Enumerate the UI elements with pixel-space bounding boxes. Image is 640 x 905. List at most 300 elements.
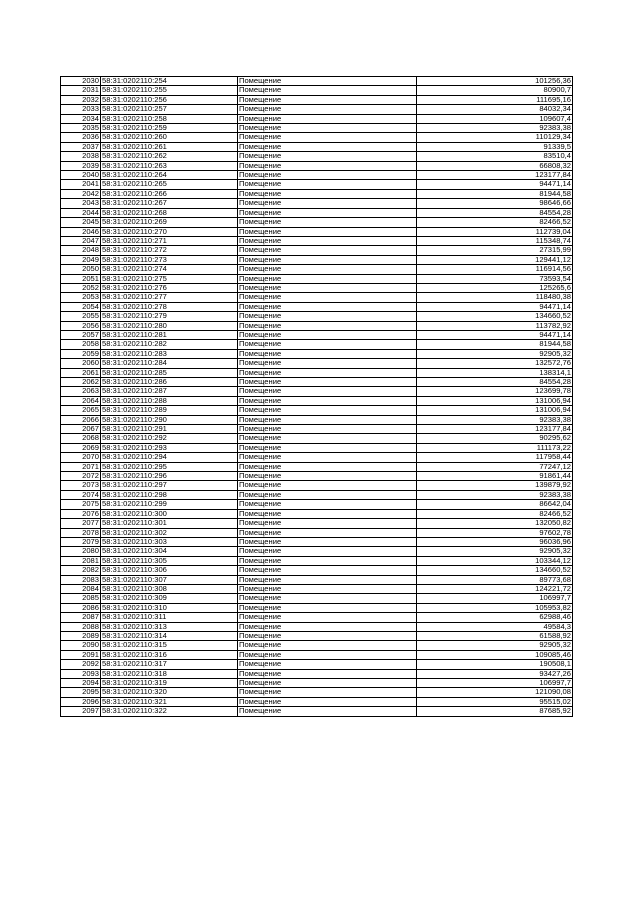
object-type-cell: Помещение [238, 537, 417, 546]
cadastral-number-cell: 58:31:0202110:293 [101, 443, 238, 452]
table-row [61, 321, 573, 330]
value-cell: 49584,3 [417, 622, 573, 631]
value-cell: 110129,34 [417, 133, 573, 142]
object-type-cell: Помещение [238, 669, 417, 678]
object-type-cell: Помещение [238, 293, 417, 302]
row-number-cell: 2097 [61, 707, 101, 716]
row-number-cell: 2034 [61, 114, 101, 123]
table-row [61, 434, 573, 443]
cadastral-number-cell: 58:31:0202110:309 [101, 594, 238, 603]
row-number-cell: 2052 [61, 283, 101, 292]
object-type-cell: Помещение [238, 631, 417, 640]
table-row [61, 519, 573, 528]
cadastral-number-cell: 58:31:0202110:304 [101, 547, 238, 556]
value-cell: 92383,38 [417, 415, 573, 424]
cadastral-number-cell: 58:31:0202110:281 [101, 330, 238, 339]
object-type-cell: Помещение [238, 255, 417, 264]
table-row [61, 415, 573, 424]
value-cell: 115348,74 [417, 236, 573, 245]
table-row [61, 462, 573, 471]
cadastral-number-cell: 58:31:0202110:266 [101, 189, 238, 198]
object-type-cell: Помещение [238, 603, 417, 612]
table-row [61, 161, 573, 170]
row-number-cell: 2067 [61, 425, 101, 434]
table-row [61, 218, 573, 227]
value-cell: 106997,7 [417, 679, 573, 688]
value-cell: 61588,92 [417, 631, 573, 640]
table-row [61, 330, 573, 339]
row-number-cell: 2058 [61, 340, 101, 349]
value-cell: 96036,96 [417, 537, 573, 546]
table-row [61, 359, 573, 368]
row-number-cell: 2096 [61, 697, 101, 706]
row-number-cell: 2049 [61, 255, 101, 264]
row-number-cell: 2074 [61, 490, 101, 499]
row-number-cell: 2047 [61, 236, 101, 245]
cadastral-number-cell: 58:31:0202110:298 [101, 490, 238, 499]
cadastral-number-cell: 58:31:0202110:262 [101, 152, 238, 161]
table-row [61, 274, 573, 283]
value-cell: 129441,12 [417, 255, 573, 264]
cadastral-number-cell: 58:31:0202110:321 [101, 697, 238, 706]
cadastral-number-cell: 58:31:0202110:280 [101, 321, 238, 330]
row-number-cell: 2073 [61, 481, 101, 490]
object-type-cell: Помещение [238, 688, 417, 697]
row-number-cell: 2056 [61, 321, 101, 330]
cadastral-number-cell: 58:31:0202110:272 [101, 246, 238, 255]
object-type-cell: Помещение [238, 387, 417, 396]
cadastral-number-cell: 58:31:0202110:320 [101, 688, 238, 697]
value-cell: 82466,52 [417, 218, 573, 227]
object-type-cell: Помещение [238, 142, 417, 151]
row-number-cell: 2036 [61, 133, 101, 142]
value-cell: 84554,28 [417, 378, 573, 387]
value-cell: 84554,28 [417, 208, 573, 217]
object-type-cell: Помещение [238, 265, 417, 274]
row-number-cell: 2064 [61, 396, 101, 405]
table-row [61, 443, 573, 452]
row-number-cell: 2093 [61, 669, 101, 678]
object-type-cell: Помещение [238, 443, 417, 452]
object-type-cell: Помещение [238, 349, 417, 358]
object-type-cell: Помещение [238, 707, 417, 716]
row-number-cell: 2038 [61, 152, 101, 161]
object-type-cell: Помещение [238, 406, 417, 415]
row-number-cell: 2051 [61, 274, 101, 283]
cadastral-number-cell: 58:31:0202110:318 [101, 669, 238, 678]
table-row [61, 349, 573, 358]
value-cell: 94471,14 [417, 330, 573, 339]
object-type-cell: Помещение [238, 302, 417, 311]
row-number-cell: 2035 [61, 124, 101, 133]
row-number-cell: 2092 [61, 660, 101, 669]
cadastral-number-cell: 58:31:0202110:284 [101, 359, 238, 368]
cadastral-number-cell: 58:31:0202110:289 [101, 406, 238, 415]
cadastral-number-cell: 58:31:0202110:286 [101, 378, 238, 387]
value-cell: 138314,1 [417, 368, 573, 377]
cadastral-number-cell: 58:31:0202110:296 [101, 472, 238, 481]
table-row [61, 246, 573, 255]
object-type-cell: Помещение [238, 472, 417, 481]
object-type-cell: Помещение [238, 584, 417, 593]
table-row [61, 378, 573, 387]
cadastral-number-cell: 58:31:0202110:258 [101, 114, 238, 123]
value-cell: 123177,84 [417, 171, 573, 180]
table-row [61, 660, 573, 669]
object-type-cell: Помещение [238, 105, 417, 114]
object-type-cell: Помещение [238, 124, 417, 133]
value-cell: 73593,54 [417, 274, 573, 283]
table-row [61, 509, 573, 518]
row-number-cell: 2095 [61, 688, 101, 697]
value-cell: 132572,76 [417, 359, 573, 368]
table-row [61, 613, 573, 622]
value-cell: 97602,78 [417, 528, 573, 537]
row-number-cell: 2040 [61, 171, 101, 180]
object-type-cell: Помещение [238, 453, 417, 462]
row-number-cell: 2083 [61, 575, 101, 584]
object-type-cell: Помещение [238, 490, 417, 499]
row-number-cell: 2061 [61, 368, 101, 377]
cadastral-number-cell: 58:31:0202110:277 [101, 293, 238, 302]
row-number-cell: 2069 [61, 443, 101, 452]
table-row [61, 387, 573, 396]
cadastral-number-cell: 58:31:0202110:299 [101, 500, 238, 509]
table-row [61, 707, 573, 716]
object-type-cell: Помещение [238, 236, 417, 245]
table-row [61, 679, 573, 688]
value-cell: 121090,08 [417, 688, 573, 697]
table-row [61, 236, 573, 245]
value-cell: 91861,44 [417, 472, 573, 481]
value-cell: 111173,22 [417, 443, 573, 452]
table-row [61, 537, 573, 546]
object-type-cell: Помещение [238, 359, 417, 368]
row-number-cell: 2057 [61, 330, 101, 339]
cadastral-number-cell: 58:31:0202110:303 [101, 537, 238, 546]
cadastral-number-cell: 58:31:0202110:305 [101, 556, 238, 565]
value-cell: 92905,32 [417, 641, 573, 650]
row-number-cell: 2082 [61, 566, 101, 575]
value-cell: 103344,12 [417, 556, 573, 565]
cadastral-number-cell: 58:31:0202110:288 [101, 396, 238, 405]
row-number-cell: 2076 [61, 509, 101, 518]
cadastral-number-cell: 58:31:0202110:256 [101, 95, 238, 104]
cadastral-number-cell: 58:31:0202110:307 [101, 575, 238, 584]
table-row [61, 472, 573, 481]
object-type-cell: Помещение [238, 641, 417, 650]
value-cell: 94471,14 [417, 180, 573, 189]
row-number-cell: 2075 [61, 500, 101, 509]
value-cell: 113782,92 [417, 321, 573, 330]
table-row [61, 114, 573, 123]
value-cell: 131006,94 [417, 406, 573, 415]
table-row [61, 396, 573, 405]
table-row [61, 227, 573, 236]
cadastral-number-cell: 58:31:0202110:260 [101, 133, 238, 142]
object-type-cell: Помещение [238, 114, 417, 123]
object-type-cell: Помещение [238, 227, 417, 236]
object-type-cell: Помещение [238, 566, 417, 575]
value-cell: 109085,46 [417, 650, 573, 659]
row-number-cell: 2046 [61, 227, 101, 236]
row-number-cell: 2081 [61, 556, 101, 565]
row-number-cell: 2084 [61, 584, 101, 593]
table-row [61, 603, 573, 612]
table-row [61, 575, 573, 584]
object-type-cell: Помещение [238, 547, 417, 556]
object-type-cell: Помещение [238, 77, 417, 86]
object-type-cell: Помещение [238, 171, 417, 180]
cadastral-number-cell: 58:31:0202110:275 [101, 274, 238, 283]
object-type-cell: Помещение [238, 622, 417, 631]
object-type-cell: Помещение [238, 133, 417, 142]
row-number-cell: 2078 [61, 528, 101, 537]
cadastral-number-cell: 58:31:0202110:270 [101, 227, 238, 236]
object-type-cell: Помещение [238, 660, 417, 669]
cadastral-number-cell: 58:31:0202110:292 [101, 434, 238, 443]
cadastral-number-cell: 58:31:0202110:264 [101, 171, 238, 180]
value-cell: 101256,36 [417, 77, 573, 86]
row-number-cell: 2048 [61, 246, 101, 255]
cadastral-number-cell: 58:31:0202110:263 [101, 161, 238, 170]
row-number-cell: 2053 [61, 293, 101, 302]
row-number-cell: 2089 [61, 631, 101, 640]
object-type-cell: Помещение [238, 218, 417, 227]
row-number-cell: 2070 [61, 453, 101, 462]
object-type-cell: Помещение [238, 199, 417, 208]
value-cell: 95515,02 [417, 697, 573, 706]
table-row [61, 302, 573, 311]
object-type-cell: Помещение [238, 519, 417, 528]
cadastral-number-cell: 58:31:0202110:276 [101, 283, 238, 292]
value-cell: 131006,94 [417, 396, 573, 405]
row-number-cell: 2065 [61, 406, 101, 415]
table-row [61, 340, 573, 349]
table-row [61, 171, 573, 180]
table-row [61, 641, 573, 650]
cadastral-number-cell: 58:31:0202110:268 [101, 208, 238, 217]
cadastral-number-cell: 58:31:0202110:311 [101, 613, 238, 622]
object-type-cell: Помещение [238, 613, 417, 622]
row-number-cell: 2085 [61, 594, 101, 603]
cadastral-number-cell: 58:31:0202110:310 [101, 603, 238, 612]
row-number-cell: 2066 [61, 415, 101, 424]
value-cell: 84032,34 [417, 105, 573, 114]
value-cell: 123699,78 [417, 387, 573, 396]
table-row [61, 199, 573, 208]
cadastral-number-cell: 58:31:0202110:313 [101, 622, 238, 631]
table-row [61, 95, 573, 104]
value-cell: 105953,82 [417, 603, 573, 612]
value-cell: 80900,7 [417, 86, 573, 95]
table-row [61, 124, 573, 133]
table-row [61, 265, 573, 274]
row-number-cell: 2037 [61, 142, 101, 151]
object-type-cell: Помещение [238, 528, 417, 537]
object-type-cell: Помещение [238, 368, 417, 377]
value-cell: 89773,68 [417, 575, 573, 584]
cadastral-number-cell: 58:31:0202110:279 [101, 312, 238, 321]
table-row [61, 283, 573, 292]
row-number-cell: 2050 [61, 265, 101, 274]
object-type-cell: Помещение [238, 283, 417, 292]
object-type-cell: Помещение [238, 434, 417, 443]
table-row [61, 669, 573, 678]
value-cell: 118480,38 [417, 293, 573, 302]
table-row [61, 425, 573, 434]
value-cell: 124221,72 [417, 584, 573, 593]
table-row [61, 584, 573, 593]
value-cell: 91339,5 [417, 142, 573, 151]
table-row [61, 133, 573, 142]
cadastral-number-cell: 58:31:0202110:274 [101, 265, 238, 274]
cadastral-number-cell: 58:31:0202110:294 [101, 453, 238, 462]
cadastral-number-cell: 58:31:0202110:301 [101, 519, 238, 528]
value-cell: 134660,52 [417, 312, 573, 321]
cadastral-number-cell: 58:31:0202110:254 [101, 77, 238, 86]
value-cell: 106997,7 [417, 594, 573, 603]
object-type-cell: Помещение [238, 152, 417, 161]
object-type-cell: Помещение [238, 679, 417, 688]
value-cell: 92905,32 [417, 349, 573, 358]
value-cell: 92905,32 [417, 547, 573, 556]
value-cell: 87685,92 [417, 707, 573, 716]
object-type-cell: Помещение [238, 274, 417, 283]
object-type-cell: Помещение [238, 575, 417, 584]
cadastral-number-cell: 58:31:0202110:259 [101, 124, 238, 133]
table-row [61, 556, 573, 565]
object-type-cell: Помещение [238, 330, 417, 339]
value-cell: 98646,66 [417, 199, 573, 208]
row-number-cell: 2042 [61, 189, 101, 198]
cadastral-number-cell: 58:31:0202110:297 [101, 481, 238, 490]
row-number-cell: 2071 [61, 462, 101, 471]
cadastral-number-cell: 58:31:0202110:291 [101, 425, 238, 434]
cadastral-number-cell: 58:31:0202110:269 [101, 218, 238, 227]
object-type-cell: Помещение [238, 180, 417, 189]
value-cell: 92383,38 [417, 490, 573, 499]
object-type-cell: Помещение [238, 509, 417, 518]
row-number-cell: 2062 [61, 378, 101, 387]
value-cell: 77247,12 [417, 462, 573, 471]
object-type-cell: Помещение [238, 594, 417, 603]
object-type-cell: Помещение [238, 481, 417, 490]
table-row [61, 697, 573, 706]
cadastral-number-cell: 58:31:0202110:316 [101, 650, 238, 659]
object-type-cell: Помещение [238, 86, 417, 95]
object-type-cell: Помещение [238, 161, 417, 170]
table-row [61, 142, 573, 151]
row-number-cell: 2068 [61, 434, 101, 443]
row-number-cell: 2033 [61, 105, 101, 114]
row-number-cell: 2080 [61, 547, 101, 556]
row-number-cell: 2030 [61, 77, 101, 86]
value-cell: 27315,99 [417, 246, 573, 255]
cadastral-number-cell: 58:31:0202110:300 [101, 509, 238, 518]
table-row [61, 152, 573, 161]
table-row [61, 566, 573, 575]
row-number-cell: 2032 [61, 95, 101, 104]
table-row [61, 368, 573, 377]
object-type-cell: Помещение [238, 189, 417, 198]
row-number-cell: 2079 [61, 537, 101, 546]
table-row [61, 255, 573, 264]
object-type-cell: Помещение [238, 396, 417, 405]
object-type-cell: Помещение [238, 650, 417, 659]
value-cell: 62988,46 [417, 613, 573, 622]
cadastral-number-cell: 58:31:0202110:265 [101, 180, 238, 189]
object-type-cell: Помещение [238, 246, 417, 255]
table-row [61, 631, 573, 640]
value-cell: 90295,62 [417, 434, 573, 443]
value-cell: 132050,82 [417, 519, 573, 528]
row-number-cell: 2077 [61, 519, 101, 528]
value-cell: 66808,32 [417, 161, 573, 170]
value-cell: 82466,52 [417, 509, 573, 518]
cadastral-number-cell: 58:31:0202110:319 [101, 679, 238, 688]
object-type-cell: Помещение [238, 321, 417, 330]
table-row [61, 622, 573, 631]
cadastral-number-cell: 58:31:0202110:283 [101, 349, 238, 358]
cadastral-number-cell: 58:31:0202110:306 [101, 566, 238, 575]
table-row [61, 208, 573, 217]
object-type-cell: Помещение [238, 697, 417, 706]
cadastral-number-cell: 58:31:0202110:315 [101, 641, 238, 650]
object-type-cell: Помещение [238, 312, 417, 321]
cadastral-number-cell: 58:31:0202110:261 [101, 142, 238, 151]
table-row [61, 688, 573, 697]
object-type-cell: Помещение [238, 415, 417, 424]
table-row [61, 312, 573, 321]
table-row [61, 180, 573, 189]
cadastral-number-cell: 58:31:0202110:314 [101, 631, 238, 640]
row-number-cell: 2094 [61, 679, 101, 688]
object-type-cell: Помещение [238, 378, 417, 387]
table-row [61, 293, 573, 302]
cadastral-number-cell: 58:31:0202110:273 [101, 255, 238, 264]
value-cell: 92383,38 [417, 124, 573, 133]
table-row [61, 86, 573, 95]
object-type-cell: Помещение [238, 95, 417, 104]
table-row [61, 481, 573, 490]
row-number-cell: 2063 [61, 387, 101, 396]
cadastral-number-cell: 58:31:0202110:257 [101, 105, 238, 114]
table-row [61, 105, 573, 114]
object-type-cell: Помещение [238, 556, 417, 565]
row-number-cell: 2041 [61, 180, 101, 189]
row-number-cell: 2043 [61, 199, 101, 208]
row-number-cell: 2044 [61, 208, 101, 217]
table-row [61, 528, 573, 537]
row-number-cell: 2090 [61, 641, 101, 650]
cadastral-number-cell: 58:31:0202110:317 [101, 660, 238, 669]
table-row [61, 189, 573, 198]
cadastral-number-cell: 58:31:0202110:267 [101, 199, 238, 208]
value-cell: 112739,04 [417, 227, 573, 236]
row-number-cell: 2072 [61, 472, 101, 481]
row-number-cell: 2060 [61, 359, 101, 368]
value-cell: 123177,84 [417, 425, 573, 434]
cadastral-number-cell: 58:31:0202110:278 [101, 302, 238, 311]
value-cell: 93427,26 [417, 669, 573, 678]
row-number-cell: 2031 [61, 86, 101, 95]
cadastral-number-cell: 58:31:0202110:282 [101, 340, 238, 349]
object-type-cell: Помещение [238, 425, 417, 434]
value-cell: 86642,04 [417, 500, 573, 509]
value-cell: 109607,4 [417, 114, 573, 123]
cadastral-number-cell: 58:31:0202110:287 [101, 387, 238, 396]
